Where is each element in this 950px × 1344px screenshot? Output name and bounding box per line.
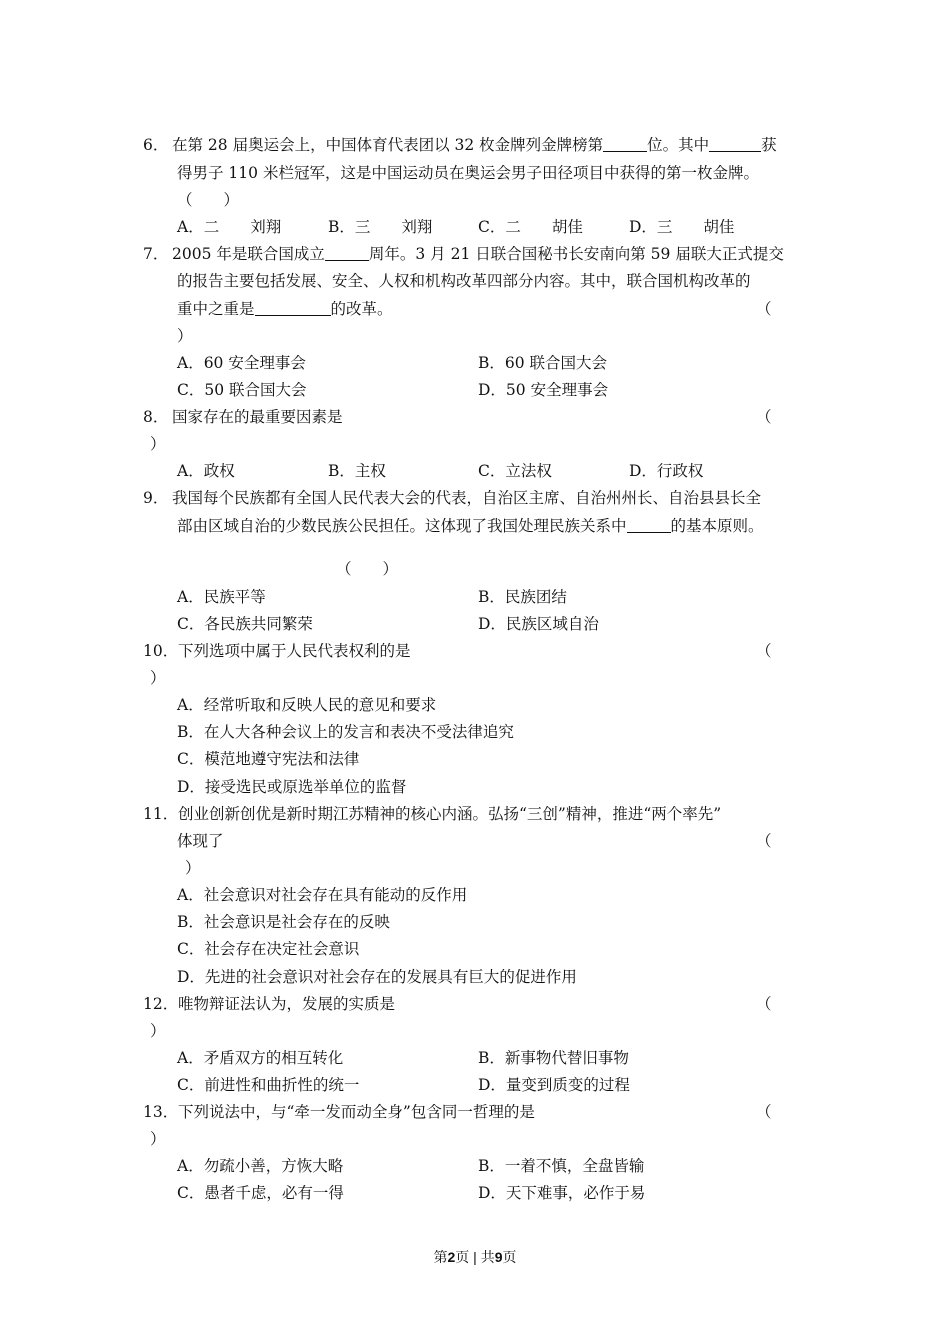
answer-parentheses: （ ） bbox=[177, 191, 240, 209]
option-a: A．二 刘翔 bbox=[177, 218, 282, 236]
answer-paren-close: ） bbox=[150, 435, 166, 453]
option-d: D．三 胡佳 bbox=[629, 218, 735, 236]
option-b: B．一着不慎，全盘皆输 bbox=[478, 1157, 645, 1175]
question-text-line: 部由区域自治的少数民族公民担任。这体现了我国处理民族关系中 的基本原则。 bbox=[177, 517, 764, 535]
option-b: B．主权 bbox=[328, 462, 386, 480]
answer-paren-close: ） bbox=[150, 1022, 166, 1040]
option-a: A．社会意识对社会存在具有能动的反作用 bbox=[177, 886, 468, 904]
option-c: C．50 联合国大会 bbox=[177, 381, 307, 399]
option-d: D．行政权 bbox=[629, 462, 704, 480]
question-text-line: 我国每个民族都有全国人民代表大会的代表，自治区主席、自治州州长、自治县县长全 bbox=[172, 489, 762, 507]
fill-blank bbox=[709, 136, 761, 153]
question-number: 10． bbox=[143, 642, 179, 660]
answer-paren-close: ） bbox=[150, 669, 166, 687]
answer-parentheses: （ ） bbox=[336, 560, 399, 578]
question-text-line: 重中之重是 的改革。 bbox=[177, 300, 393, 318]
answer-paren-open: （ bbox=[756, 408, 772, 426]
page-footer: 第2页 | 共9页 bbox=[433, 1249, 517, 1265]
question-text-line: 的报告主要包括发展、安全、人权和机构改革四部分内容。其中，联合国机构改革的 bbox=[177, 272, 751, 290]
option-b: B．新事物代替旧事物 bbox=[478, 1049, 629, 1067]
question-number: 12． bbox=[143, 995, 179, 1013]
current-page-number: 2 bbox=[447, 1249, 456, 1265]
option-c: C．模范地遵守宪法和法律 bbox=[177, 750, 360, 768]
option-a: A．勿疏小善，方恢大略 bbox=[177, 1157, 344, 1175]
option-a: A．经常听取和反映人民的意见和要求 bbox=[177, 696, 437, 714]
fill-blank bbox=[603, 136, 647, 153]
option-b: B．社会意识是社会存在的反映 bbox=[177, 913, 390, 931]
answer-paren-open: （ bbox=[756, 300, 772, 318]
fill-blank bbox=[627, 517, 671, 534]
option-b: B．民族团结 bbox=[478, 588, 567, 606]
option-d: D．民族区域自治 bbox=[478, 615, 599, 633]
option-d: D．天下难事，必作于易 bbox=[478, 1184, 646, 1202]
question-number: 11． bbox=[143, 805, 179, 823]
question-text-line: 体现了 bbox=[177, 832, 224, 850]
option-a: A．民族平等 bbox=[177, 588, 266, 606]
answer-paren-close: ） bbox=[150, 1130, 166, 1148]
question-text-line: 创业创新创优是新时期江苏精神的核心内涵。弘扬“三创”精神，推进“两个率先” bbox=[178, 805, 722, 823]
question-text-line: 国家存在的最重要因素是 bbox=[172, 408, 343, 426]
option-c: C．前进性和曲折性的统一 bbox=[177, 1076, 360, 1094]
question-text-line: 唯物辩证法认为，发展的实质是 bbox=[178, 995, 396, 1013]
question-text-line: 下列说法中，与“牵一发而动全身”包含同一哲理的是 bbox=[178, 1103, 535, 1121]
question-text-line: 下列选项中属于人民代表权利的是 bbox=[178, 642, 411, 660]
question-number: 9． bbox=[143, 489, 169, 507]
fill-blank bbox=[325, 245, 369, 262]
question-text-line: 在第 28 届奥运会上，中国体育代表团以 32 枚金牌列金牌榜第 位。其中 获 bbox=[172, 136, 777, 154]
option-b: B．三 刘翔 bbox=[328, 218, 433, 236]
option-c: C．愚者千虑，必有一得 bbox=[177, 1184, 344, 1202]
answer-paren-open: （ bbox=[756, 1103, 772, 1121]
option-c: C．立法权 bbox=[478, 462, 552, 480]
answer-paren-open: （ bbox=[756, 642, 772, 660]
option-a: A．矛盾双方的相互转化 bbox=[177, 1049, 344, 1067]
option-b: B．60 联合国大会 bbox=[478, 354, 608, 372]
option-a: A．60 安全理事会 bbox=[177, 354, 306, 372]
option-c: C．各民族共同繁荣 bbox=[177, 615, 313, 633]
option-a: A．政权 bbox=[177, 462, 235, 480]
answer-paren-open: （ bbox=[756, 995, 772, 1013]
question-number: 13． bbox=[143, 1103, 179, 1121]
question-number: 8． bbox=[143, 408, 169, 426]
option-d: D．接受选民或原选举单位的监督 bbox=[177, 778, 407, 796]
total-page-count: 9 bbox=[494, 1249, 503, 1265]
question-number: 7． bbox=[143, 245, 169, 263]
question-text-line: 2005 年是联合国成立 周年。3 月 21 日联合国秘书长安南向第 59 届联大正式提交 bbox=[172, 245, 784, 263]
option-b: B．在人大各种会议上的发言和表决不受法律追究 bbox=[177, 723, 514, 741]
option-d: D．50 安全理事会 bbox=[478, 381, 609, 399]
option-c: C．社会存在决定社会意识 bbox=[177, 940, 360, 958]
option-d: D．量变到质变的过程 bbox=[478, 1076, 630, 1094]
answer-paren-close: ） bbox=[185, 859, 201, 877]
option-c: C．二 胡佳 bbox=[478, 218, 583, 236]
option-d: D．先进的社会意识对社会存在的发展具有巨大的促进作用 bbox=[177, 968, 577, 986]
answer-paren-close: ） bbox=[177, 327, 193, 345]
answer-paren-open: （ bbox=[756, 832, 772, 850]
question-text-line: 得男子 110 米栏冠军，这是中国运动员在奥运会男子田径项目中获得的第一枚金牌。 bbox=[177, 164, 759, 182]
question-number: 6． bbox=[143, 136, 169, 154]
fill-blank bbox=[255, 300, 331, 317]
